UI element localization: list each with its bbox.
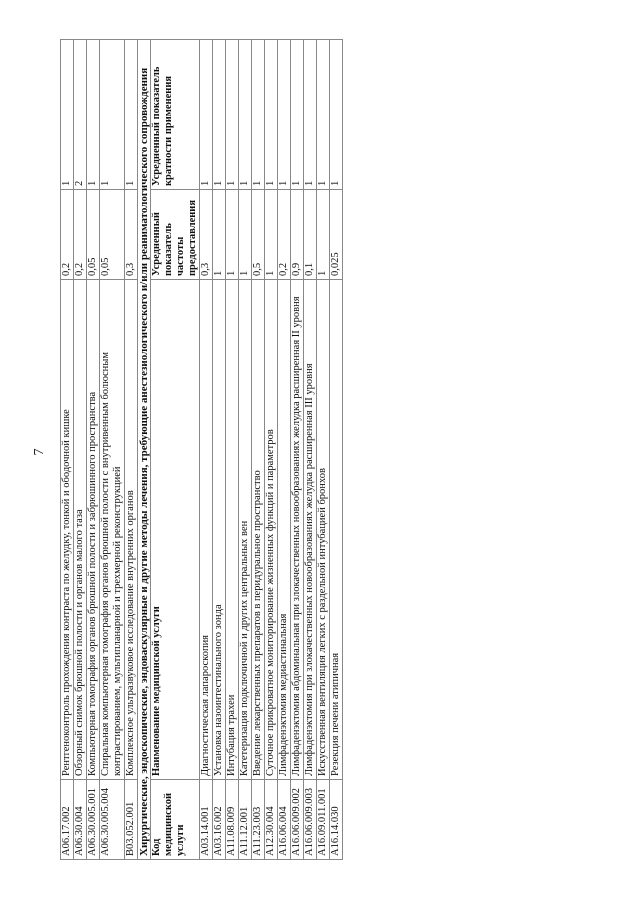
service-name: Лимфаденэктомия при злокачественных новообразованиях желудка расширенная III уровня <box>304 280 317 780</box>
multiplicity-value: 1 <box>100 40 125 190</box>
service-code: A03.14.001 <box>200 780 213 860</box>
service-code: A16.06.009.002 <box>291 780 304 860</box>
service-code: A06.30.004 <box>74 780 87 860</box>
table-row <box>239 40 252 860</box>
table-row <box>278 40 291 860</box>
service-name: Компьютерная томография органов брюшной полости и забрюшинного пространства <box>87 280 100 780</box>
multiplicity-value: 1 <box>125 40 138 190</box>
service-code: A06.30.005.004 <box>100 780 125 860</box>
multiplicity-value: 1 <box>226 40 239 190</box>
multiplicity-value: 1 <box>213 40 226 190</box>
frequency-value: 1 <box>213 190 226 280</box>
frequency-value: 1 <box>317 190 330 280</box>
service-name: Установка назоинтестинального зонда <box>213 280 226 780</box>
service-name: Лимфаденэктомия медиастинальная <box>278 280 291 780</box>
services-table <box>60 39 343 860</box>
table-row <box>291 40 304 860</box>
service-name: Рентгеноконтроль прохождения контраста по желудку, тонкой и ободочной кишке <box>61 280 74 780</box>
header-freq: Усредненный показатель частоты предоставления <box>151 190 200 280</box>
frequency-value: 1 <box>265 190 278 280</box>
frequency-value: 1 <box>226 190 239 280</box>
service-name: Суточное прикроватное мониторирование жизненных функций и параметров <box>265 280 278 780</box>
header-name: Наименование медицинской услуги <box>151 280 200 780</box>
section-title: Хирургические, эндоскопические, эндоваскулярные и другие методы лечения, требующие анестезиологического и/или реаниматологического сопровождения <box>138 40 151 860</box>
frequency-value: 0,5 <box>252 190 265 280</box>
multiplicity-value: 1 <box>304 40 317 190</box>
page-number: 7 <box>32 448 47 456</box>
service-name: Искусственная вентиляция легких с раздельной интубацией бронхов <box>317 280 330 780</box>
service-name: Комплексное ультразвуковое исследование внутренних органов <box>125 280 138 780</box>
service-code: A11.08.009 <box>226 780 239 860</box>
service-code: A11.12.001 <box>239 780 252 860</box>
frequency-value: 0,2 <box>61 190 74 280</box>
service-code: A16.06.009.003 <box>304 780 317 860</box>
service-code: B03.052.001 <box>125 780 138 860</box>
header-mult: Усредненный показатель кратности применения <box>151 40 200 190</box>
multiplicity-value: 1 <box>317 40 330 190</box>
service-code: A06.30.005.001 <box>87 780 100 860</box>
multiplicity-value: 1 <box>87 40 100 190</box>
frequency-value: 0,2 <box>74 190 87 280</box>
frequency-value: 0,05 <box>100 190 125 280</box>
frequency-value: 0,9 <box>291 190 304 280</box>
multiplicity-value: 1 <box>200 40 213 190</box>
table-row <box>252 40 265 860</box>
table-row <box>213 40 226 860</box>
multiplicity-value: 1 <box>330 40 343 190</box>
multiplicity-value: 1 <box>291 40 304 190</box>
multiplicity-value: 2 <box>74 40 87 190</box>
main-rows <box>200 40 343 860</box>
service-name: Лимфаденэктомия абдоминальная при злокачественных новообразованиях желудка расширенная II уровня <box>291 280 304 780</box>
multiplicity-value: 1 <box>265 40 278 190</box>
service-name: Диагностическая лапароскопия <box>200 280 213 780</box>
frequency-value: 0,3 <box>200 190 213 280</box>
table-row <box>317 40 330 860</box>
service-name: Введение лекарственных препаратов в перидуральное пространство <box>252 280 265 780</box>
header-code: Код медицинской услуги <box>151 780 200 860</box>
table-row <box>226 40 239 860</box>
service-name: Резекция печени атипичная <box>330 280 343 780</box>
frequency-value: 0,05 <box>87 190 100 280</box>
table-row <box>200 40 213 860</box>
frequency-value: 0,3 <box>125 190 138 280</box>
table-row <box>125 40 138 860</box>
rotated-table-container <box>60 40 620 860</box>
service-name: Интубация трахеи <box>226 280 239 780</box>
table-row <box>330 40 343 860</box>
frequency-value: 0,1 <box>304 190 317 280</box>
service-code: A06.17.002 <box>61 780 74 860</box>
frequency-value: 0,2 <box>278 190 291 280</box>
service-code: A11.23.003 <box>252 780 265 860</box>
service-code: A16.09.011.001 <box>317 780 330 860</box>
frequency-value: 0,025 <box>330 190 343 280</box>
table-row <box>100 40 125 860</box>
service-name: Катетеризация подключичной и других центральных вен <box>239 280 252 780</box>
table-row <box>61 40 74 860</box>
multiplicity-value: 1 <box>239 40 252 190</box>
multiplicity-value: 1 <box>278 40 291 190</box>
multiplicity-value: 1 <box>61 40 74 190</box>
service-code: A12.30.004 <box>265 780 278 860</box>
top-rows <box>61 40 138 860</box>
table-row <box>74 40 87 860</box>
multiplicity-value: 1 <box>252 40 265 190</box>
service-code: A16.06.004 <box>278 780 291 860</box>
table-row <box>265 40 278 860</box>
frequency-value: 1 <box>239 190 252 280</box>
service-name: Обзорный снимок брюшной полости и органов малого таза <box>74 280 87 780</box>
table-row <box>304 40 317 860</box>
service-code: A03.16.002 <box>213 780 226 860</box>
service-name: Спиральная компьютерная томография органов брюшной полости с внутривенным болюсным контрастированием, мультипланарной и трехмерной реконструкцией <box>100 280 125 780</box>
service-code: A16.14.030 <box>330 780 343 860</box>
table-row <box>87 40 100 860</box>
